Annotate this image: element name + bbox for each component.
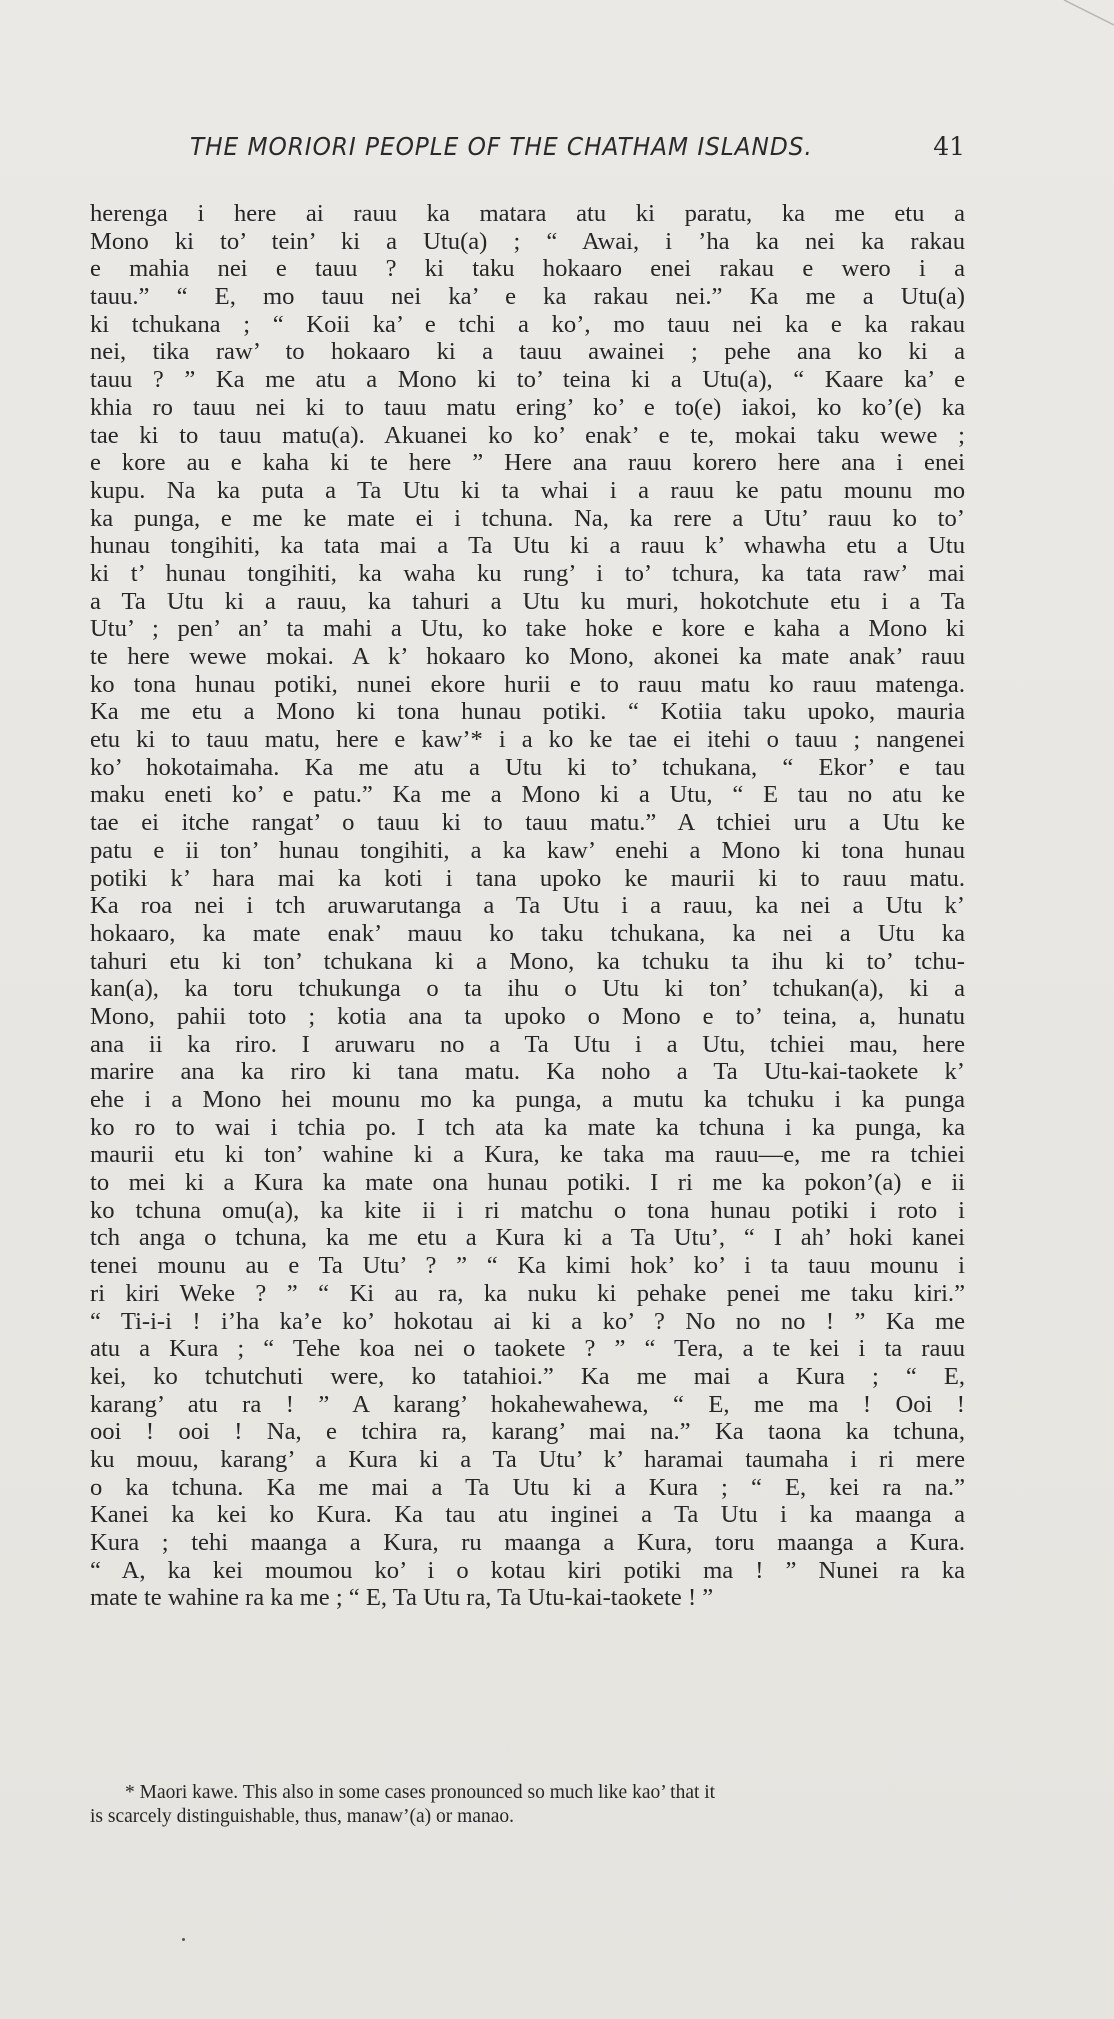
text-line: ri kiri Weke ? ” “ Ki au ra, ka nuku ki pehake penei me taku kiri.” [90, 1279, 965, 1307]
text-line: herenga i here ai rauu ka matara atu ki paratu, ka me etu a [90, 200, 965, 227]
text-line: ko’ hokotaimaha. Ka me atu a Utu ki to’ tchukana, “ Ekor’ e tau [90, 753, 965, 781]
text-line: ki tchukana ; “ Koii ka’ e tchi a ko’, mo tauu nei ka e ka rakau [90, 310, 965, 338]
text-line: potiki k’ hara mai ka koti i tana upoko ke maurii ki to rauu matu. [90, 864, 965, 892]
text-line: ko tchuna omu(a), ka kite ii i ri matchu o tona hunau potiki i roto i [90, 1196, 965, 1224]
page-number: 41 [933, 132, 965, 161]
text-line: kei, ko tchutchuti were, ko tatahioi.” Ka me mai a Kura ; “ E, [90, 1362, 965, 1390]
text-line: e kore au e kaha ki te here ” Here ana rauu korero here ana i enei [90, 449, 965, 477]
text-line: tauu.” “ E, mo tauu nei ka’ e ka rakau nei.” Ka me a Utu(a) [90, 283, 965, 311]
text-line: o ka tchuna. Ka me mai a Ta Utu ki a Kura ; “ E, kei ra na.” [90, 1473, 965, 1501]
text-line: etu ki to tauu matu, here e kaw’* i a ko ke tae ei itehi o tauu ; nangenei [90, 726, 965, 754]
text-line: patu e ii ton’ hunau tongihiti, a ka kaw’ enehi a Mono ki tona hunau [90, 836, 965, 864]
footnote-line: is scarcely distinguishable, thus, manaw’(a) or manao. [90, 1806, 515, 1827]
text-line: ko tona hunau potiki, nunei ekore hurii e to rauu matu ko rauu matenga. [90, 670, 965, 698]
body-text [90, 200, 965, 1612]
text-line: e mahia nei e tauu ? ki taku hokaaro enei rakau e wero i a [90, 255, 965, 283]
text-line: to mei ki a Kura ka mate ona hunau potiki. I ri me ka pokon’(a) e ii [90, 1169, 965, 1197]
stray-mark [182, 1938, 185, 1941]
text-line: a Ta Utu ki a rauu, ka tahuri a Utu ku muri, hokotchute etu i a Ta [90, 587, 965, 615]
text-line: maku eneti ko’ e patu.” Ka me a Mono ki a Utu, “ E tau no atu ke [90, 781, 965, 809]
page-corner-fold [1044, 0, 1114, 30]
text-line: ana ii ka riro. I aruwaru no a Ta Utu i a Utu, tchiei mau, here [90, 1030, 965, 1058]
text-line: ko ro to wai i tchia po. I tch ata ka mate ka tchuna i ka punga, ka [90, 1113, 965, 1141]
text-line: Utu’ ; pen’ an’ ta mahi a Utu, ko take hoke e kore e kaha a Mono ki [90, 615, 965, 643]
text-line: marire ana ka riro ki tana matu. Ka noho a Ta Utu-kai-taokete k’ [90, 1058, 965, 1086]
text-line: tauu ? ” Ka me atu a Mono ki to’ teina ki a Utu(a), “ Kaare ka’ e [90, 366, 965, 394]
text-line: hunau tongihiti, ka tata mai a Ta Utu ki a rauu k’ whawha etu a Utu [90, 532, 965, 560]
running-header [90, 130, 965, 170]
text-line: tenei mounu au e Ta Utu’ ? ” “ Ka kimi hok’ ko’ i ta tauu mounu i [90, 1252, 965, 1280]
text-line: mate te wahine ra ka me ; “ E, Ta Utu ra, Ta Utu-kai-taokete ! ” [90, 1584, 714, 1612]
text-line: ka punga, e me ke mate ei i tchuna. Na, ka rere a Utu’ rauu ko to’ [90, 504, 965, 532]
text-line: tch anga o tchuna, ka me etu a Kura ki a Ta Utu’, “ I ah’ hoki kanei [90, 1224, 965, 1252]
footnote-line: * Maori kawe. This also in some cases pronounced so much like kao’ that it [125, 1782, 716, 1803]
text-line: kan(a), ka toru tchukunga o ta ihu o Utu ki ton’ tchukan(a), ki a [90, 975, 965, 1003]
text-line: atu a Kura ; “ Tehe koa nei o taokete ? ” “ Tera, a te kei i ta rauu [90, 1335, 965, 1363]
text-line: maurii etu ki ton’ wahine ki a Kura, ke taka ma rauu—e, me ra tchiei [90, 1141, 965, 1169]
text-line: “ A, ka kei moumou ko’ i o kotau kiri potiki ma ! ” Nunei ra ka [90, 1556, 965, 1584]
text-line: tahuri etu ki ton’ tchukana ki a Mono, ka tchuku ta ihu ki to’ tchu- [90, 947, 965, 975]
text-line: Ka roa nei i tch aruwarutanga a Ta Utu i a rauu, ka nei a Utu k’ [90, 892, 965, 920]
text-line: ki t’ hunau tongihiti, ka waha ku rung’ i to’ tchura, ka tata raw’ mai [90, 559, 965, 587]
footnote [90, 1781, 965, 1829]
text-line: nei, tika raw’ to hokaaro ki a tauu awainei ; pehe ana ko ki a [90, 338, 965, 366]
running-title: THE MORIORI PEOPLE OF THE CHATHAM ISLANDS. [190, 132, 813, 161]
text-line: Mono ki to’ tein’ ki a Utu(a) ; “ Awai, i ’ha ka nei ka rakau [90, 227, 965, 255]
text-line: te here wewe mokai. A k’ hokaaro ko Mono, akonei ka mate anak’ rauu [90, 643, 965, 670]
text-line: “ Ti-i-i ! i’ha ka’e ko’ hokotau ai ki a ko’ ? No no no ! ” Ka me [90, 1307, 965, 1335]
text-line: tae ei itche rangat’ o tauu ki to tauu matu.” A tchiei uru a Utu ke [90, 809, 965, 837]
text-line: hokaaro, ka mate enak’ mauu ko taku tchukana, ka nei a Utu ka [90, 919, 965, 947]
text-line: karang’ atu ra ! ” A karang’ hokahewahewa, “ E, me ma ! Ooi ! [90, 1390, 965, 1418]
text-line: tae ki to tauu matu(a). Akuanei ko ko’ enak’ e te, mokai taku wewe ; [90, 421, 965, 449]
text-line: Kanei ka kei ko Kura. Ka tau atu inginei a Ta Utu i ka maanga a [90, 1501, 965, 1529]
text-line: khia ro tauu nei ki to tauu matu ering’ ko’ e to(e) iakoi, ko ko’(e) ka [90, 393, 965, 421]
text-line: Mono, pahii toto ; kotia ana ta upoko o Mono e to’ teina, a, hunatu [90, 1002, 965, 1030]
text-line: Kura ; tehi maanga a Kura, ru maanga a Kura, toru maanga a Kura. [90, 1529, 965, 1556]
text-line: ehe i a Mono hei mounu mo ka punga, a mutu ka tchuku i ka punga [90, 1086, 965, 1113]
text-line: kupu. Na ka puta a Ta Utu ki ta whai i a rauu ke patu mounu mo [90, 476, 965, 504]
text-line: ooi ! ooi ! Na, e tchira ra, karang’ mai na.” Ka taona ka tchuna, [90, 1418, 965, 1446]
text-line: Ka me etu a Mono ki tona hunau potiki. “ Kotiia taku upoko, mauria [90, 698, 965, 726]
text-line: ku mouu, karang’ a Kura ki a Ta Utu’ k’ haramai taumaha i ri mere [90, 1445, 965, 1473]
